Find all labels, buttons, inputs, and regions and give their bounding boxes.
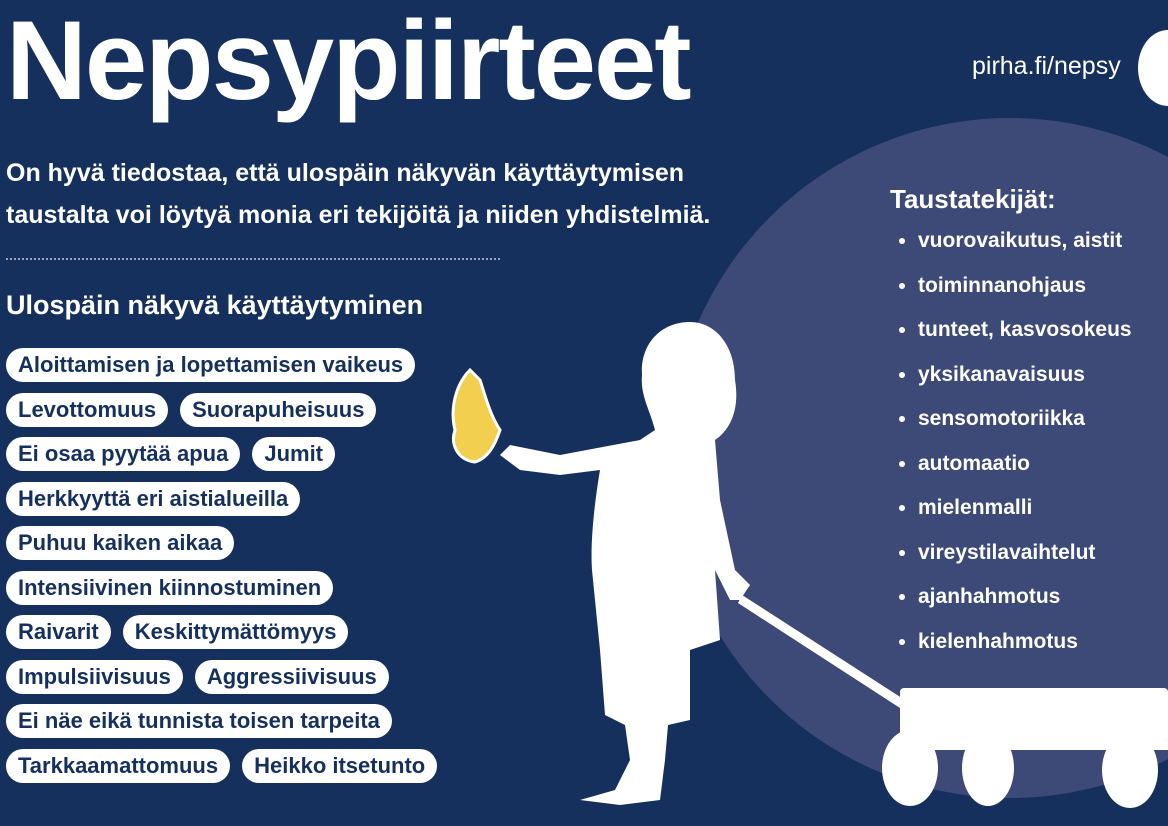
tag-row <box>6 571 506 616</box>
background-item: • automaatio <box>918 452 1164 497</box>
behavior-tag: Jumit <box>252 437 335 471</box>
intro-text: On hyvä tiedostaa, että ulospäin näkyvän käyttäytymisen taustalta voi löytyä monia eri tekijöitä ja niiden yhdistelmiä. <box>6 159 711 229</box>
background-item: • kielenhahmotus <box>918 630 1164 675</box>
tag-row <box>6 660 506 705</box>
wagon-wheel <box>882 730 938 806</box>
tag-row <box>6 437 506 482</box>
background-factors <box>890 184 1164 674</box>
tag-row <box>6 526 506 571</box>
background-item: • tunteet, kasvosokeus <box>918 318 1164 363</box>
behavior-tag: Tarkkaamattomuus <box>6 749 230 783</box>
background-item: • vireystilavaihtelut <box>918 541 1164 586</box>
background-list <box>890 229 1164 674</box>
background-item: • toiminnanohjaus <box>918 274 1164 319</box>
website-link[interactable]: pirha.fi/nepsy <box>972 52 1121 80</box>
dotted-divider <box>6 258 500 260</box>
behavior-tag: Intensiivinen kiinnostuminen <box>6 571 333 605</box>
behavior-tag: Suorapuheisuus <box>180 393 376 427</box>
background-item: • mielenmalli <box>918 496 1164 541</box>
behavior-tag: Heikko itsetunto <box>242 749 437 783</box>
behavior-tag: Levottomuus <box>6 393 168 427</box>
behavior-tags <box>6 348 506 793</box>
child-silhouette <box>500 322 750 805</box>
behavior-tag: Puhuu kaiken aikaa <box>6 526 234 560</box>
behavior-tag: Aloittamisen ja lopettamisen vaikeus <box>6 348 415 382</box>
behavior-tag: Ei näe eikä tunnista toisen tarpeita <box>6 704 392 738</box>
tag-row <box>6 615 506 660</box>
background-item: • sensomotoriikka <box>918 407 1164 452</box>
behavior-tag: Ei osaa pyytää apua <box>6 437 240 471</box>
wagon-wheel <box>1102 732 1158 808</box>
background-item: • yksikanavaisuus <box>918 363 1164 408</box>
tag-row <box>6 393 506 438</box>
tag-row <box>6 704 506 749</box>
behavior-tag: Aggressiivisuus <box>195 660 389 694</box>
background-item: • ajanhahmotus <box>918 585 1164 630</box>
tag-row <box>6 749 506 794</box>
behavior-tag: Raivarit <box>6 615 111 649</box>
behavior-heading: Ulospäin näkyvä käyttäytyminen <box>6 290 424 320</box>
behavior-tag: Herkkyyttä eri aistialueilla <box>6 482 300 516</box>
tag-row <box>6 482 506 527</box>
qr-code <box>1138 30 1168 106</box>
behavior-tag: Keskittymättömyys <box>123 615 349 649</box>
behavior-tag: Impulsiivisuus <box>6 660 183 694</box>
background-heading: Taustatekijät: <box>890 184 1056 214</box>
page-title: Nepsypiirteet <box>6 0 690 123</box>
background-item: • vuorovaikutus, aistit <box>918 229 1164 274</box>
tag-row <box>6 348 506 393</box>
